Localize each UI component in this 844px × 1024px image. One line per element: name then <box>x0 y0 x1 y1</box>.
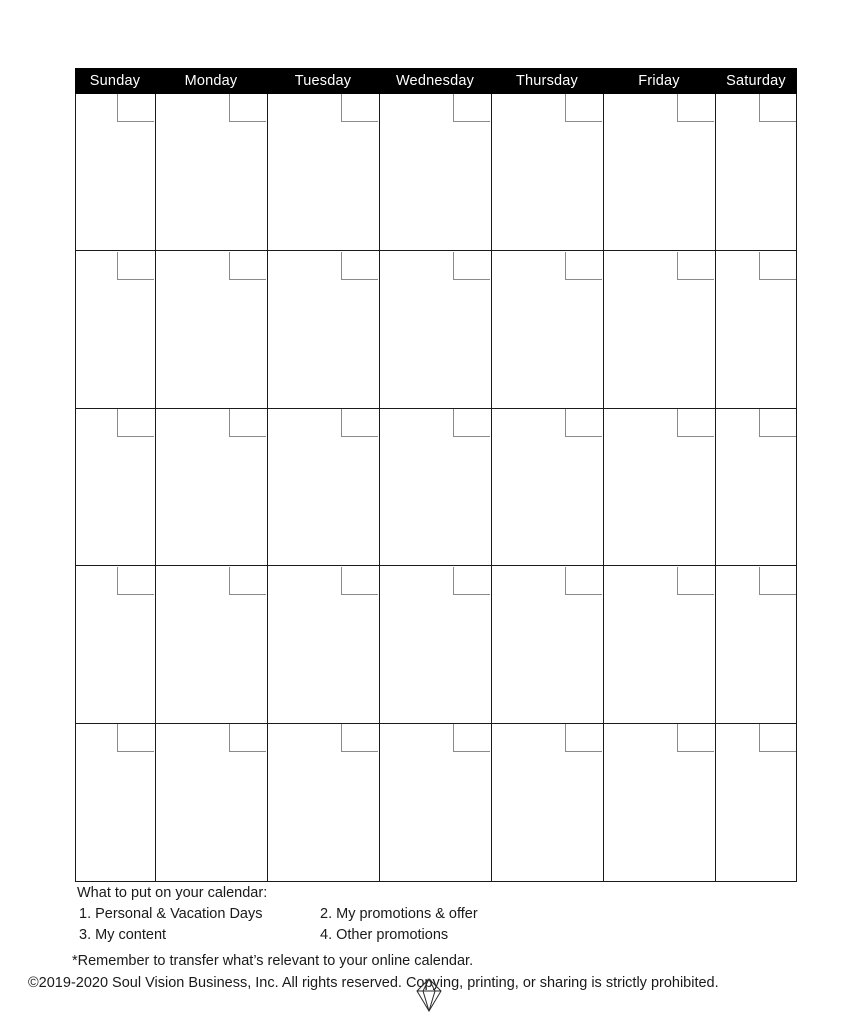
date-number-box[interactable] <box>117 252 154 280</box>
date-number-box[interactable] <box>341 409 378 437</box>
date-number-box[interactable] <box>453 94 490 122</box>
date-number-box[interactable] <box>677 567 714 595</box>
date-number-box[interactable] <box>229 567 266 595</box>
date-number-box[interactable] <box>565 409 602 437</box>
diamond-logo-icon <box>415 977 443 1013</box>
note-item-personal: 1. Personal & Vacation Days <box>79 906 263 922</box>
date-number-box[interactable] <box>565 567 602 595</box>
date-number-box[interactable] <box>759 409 796 437</box>
column-divider <box>379 94 380 881</box>
calendar-grid <box>75 94 797 882</box>
date-number-box[interactable] <box>759 724 796 752</box>
date-number-box[interactable] <box>117 567 154 595</box>
column-divider <box>603 94 604 881</box>
date-number-box[interactable] <box>341 567 378 595</box>
date-number-box[interactable] <box>565 252 602 280</box>
date-number-box[interactable] <box>677 94 714 122</box>
date-number-box[interactable] <box>229 724 266 752</box>
note-item-promotions: 2. My promotions & offer <box>320 906 478 922</box>
date-number-box[interactable] <box>229 252 266 280</box>
weekday-wednesday: Wednesday <box>395 73 475 89</box>
column-divider <box>491 94 492 881</box>
column-divider <box>155 94 156 881</box>
date-number-box[interactable] <box>453 409 490 437</box>
note-item-content: 3. My content <box>79 927 167 943</box>
note-item-other: 4. Other promotions <box>320 927 449 943</box>
date-number-box[interactable] <box>117 94 154 122</box>
date-number-box[interactable] <box>677 724 714 752</box>
date-number-box[interactable] <box>677 252 714 280</box>
column-divider <box>267 94 268 881</box>
date-number-box[interactable] <box>759 567 796 595</box>
date-number-box[interactable] <box>229 409 266 437</box>
date-number-box[interactable] <box>341 724 378 752</box>
date-number-box[interactable] <box>565 94 602 122</box>
date-number-box[interactable] <box>453 724 490 752</box>
weekday-tuesday: Tuesday <box>294 73 352 89</box>
column-divider <box>715 94 716 881</box>
weekday-friday: Friday <box>638 73 680 89</box>
weekday-monday: Monday <box>184 73 238 89</box>
date-number-box[interactable] <box>565 724 602 752</box>
date-number-box[interactable] <box>677 409 714 437</box>
weekday-sunday: Sunday <box>89 73 141 89</box>
date-number-box[interactable] <box>117 409 154 437</box>
weekday-header <box>75 68 797 94</box>
weekday-saturday: Saturday <box>726 73 786 89</box>
date-number-box[interactable] <box>759 94 796 122</box>
date-number-box[interactable] <box>453 567 490 595</box>
date-number-box[interactable] <box>759 252 796 280</box>
copyright-notice: ©2019-2020 Soul Vision Business, Inc. All rights reserved. Copying, printing, or sharing is strictly prohibited. <box>28 975 719 991</box>
date-number-box[interactable] <box>341 94 378 122</box>
notes-heading: What to put on your calendar: <box>77 885 268 901</box>
date-number-box[interactable] <box>453 252 490 280</box>
date-number-box[interactable] <box>341 252 378 280</box>
date-number-box[interactable] <box>229 94 266 122</box>
reminder-note: *Remember to transfer what’s relevant to your online calendar. <box>72 953 474 969</box>
date-number-box[interactable] <box>117 724 154 752</box>
weekday-thursday: Thursday <box>515 73 579 89</box>
monthly-calendar <box>75 68 797 882</box>
